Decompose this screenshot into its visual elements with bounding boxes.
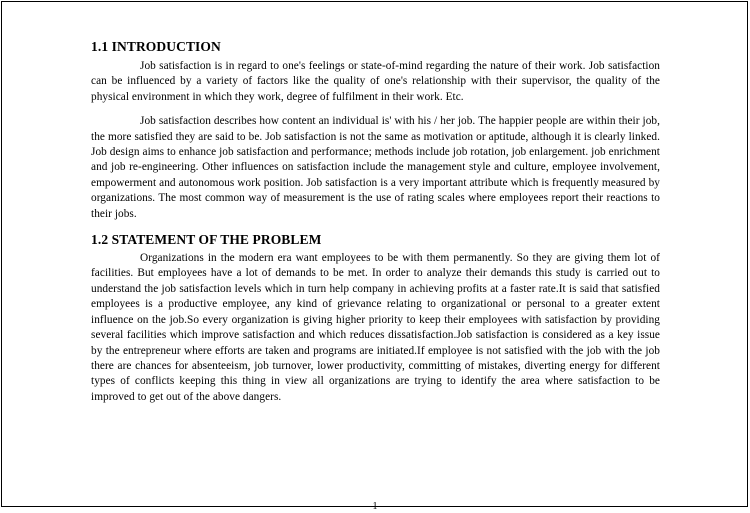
intro-paragraph-1: Job satisfaction is in regard to one's feelings or state-of-mind regarding the nature of their work. Job satisfaction can be influenced by a variety of factors like the quality of one's relationship with their supervisor, the quality of the physical environment in which they work, degree of fulfilment in their work. Etc.	[91, 60, 660, 103]
section-heading-introduction: 1.1 INTRODUCTION	[91, 39, 221, 54]
document-body	[91, 38, 660, 414]
page-number: 1	[372, 501, 378, 512]
problem-paragraph-1: Organizations in the modern era want employees to be with them permanently. So they are giving them lot of facilities. But employees have a lot of demands to be met. In order to analyze their demands this study is carried out to understand the job satisfaction levels which in turn help company in achieving profits at a faster rate.It is said that satisfied employees is a productive employee, any kind of grievance relating to organizational or personal to a greater extent influence on the job.So every organization is giving higher priority to keep their employees with satisfaction by providing several facilities which improve satisfaction and which reduces dissatisfaction.Job satisfaction is considered as a key issue by the entrepreneur where efforts are taken and programs are initiated.If employee is not satisfied with the job with the job there are chances for absenteeism, job turnover, lower productivity, committing of mistakes, diverting energy for different types of conflicts keeping this thing in view all organizations are trying to identify the area where satisfaction to be improved to get out of the above dangers.	[91, 252, 660, 403]
intro-paragraph-2: Job satisfaction describes how content an individual is' with his / her job. The happier people are within their job, the more satisfied they are said to be. Job satisfaction is not the same as motivation or aptitude, although it is clearly linked. Job design aims to enhance job satisfaction and performance; methods include job rotation, job enlargement. job enrichment and job re-engineering. Other influences on satisfaction include the management style and culture, employee involvement, empowerment and autonomous work position. Job satisfaction is a very important attribute which is frequently measured by organizations. The most common way of measurement is the use of rating scales where employees report their reactions to their jobs.	[91, 115, 660, 220]
section-heading-problem-statement: 1.2 STATEMENT OF THE PROBLEM	[91, 232, 322, 248]
